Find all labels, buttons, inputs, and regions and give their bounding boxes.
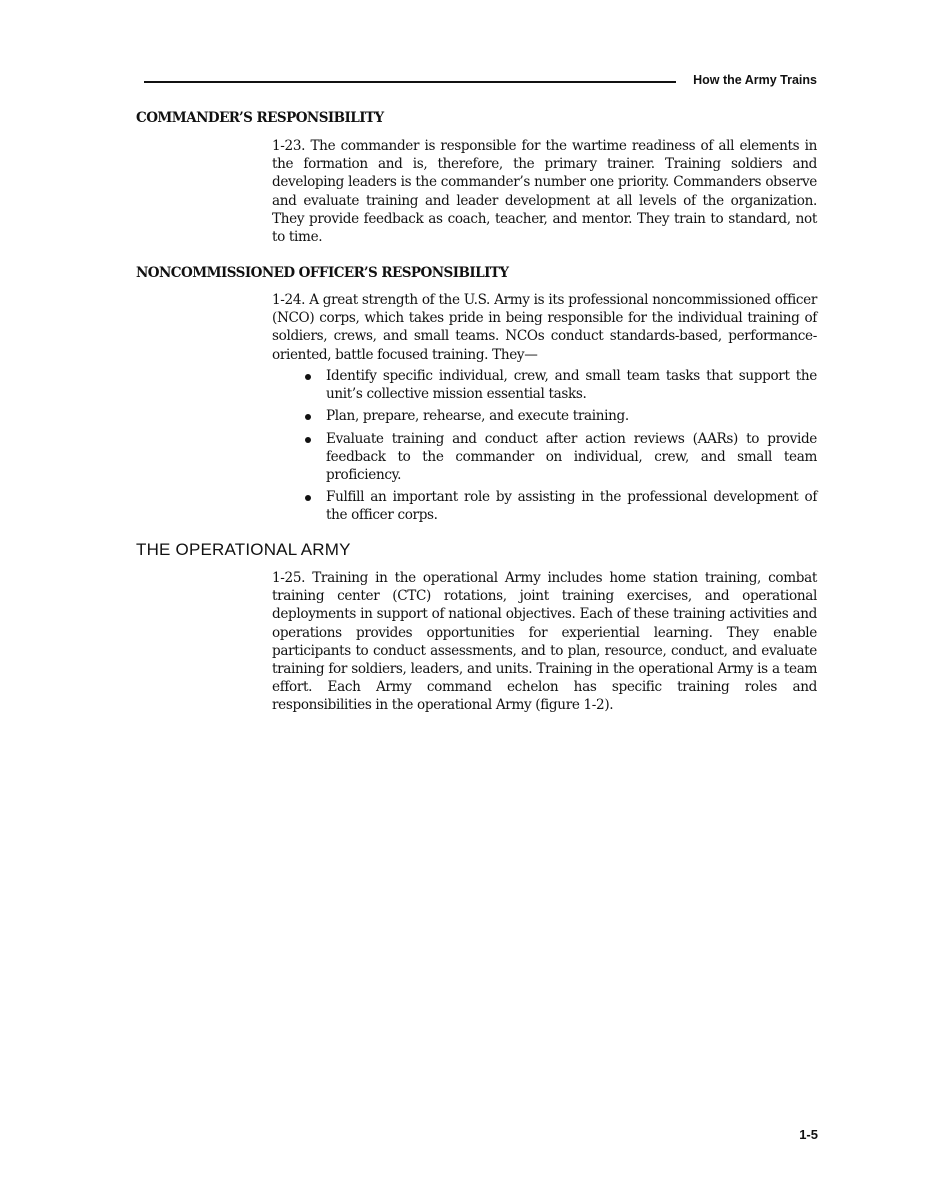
paragraph-1-23: 1-23. The commander is responsible for the wartime readiness of all elements in the formation and is, therefore, the primary trainer. Training soldiers and developing leaders is the commander’s number one priority. Commanders observe and evaluate training and leader development at all levels of the organization. They provide feedback as coach, teacher, and mentor. They train to standard, not to time. [272, 138, 817, 246]
list-item-text: Evaluate training and conduct after action reviews (AARs) to provide feedback to the commander on individual, crew, and small team proficiency. [326, 430, 817, 484]
list-item [300, 367, 817, 403]
bullet-icon [305, 414, 311, 420]
bullet-icon [305, 495, 311, 501]
page-number: 1-5 [799, 1127, 818, 1142]
list-item-text: Identify specific individual, crew, and small team tasks that support the unit’s collective mission essential tasks. [326, 368, 817, 403]
header-rule [144, 81, 676, 83]
list-item-text: Fulfill an important role by assisting in the professional development of the officer corps. [326, 489, 817, 524]
list-item [300, 488, 817, 524]
list-item [300, 407, 817, 425]
operational-army-heading: THE OPERATIONAL ARMY [136, 540, 351, 559]
nco-responsibility-heading: NONCOMMISSIONED OFFICER’S RESPONSIBILITY [136, 265, 509, 281]
commander-responsibility-heading: COMMANDER’S RESPONSIBILITY [136, 110, 384, 126]
paragraph-1-24: 1-24. A great strength of the U.S. Army is its professional noncommissioned officer (NCO) corps, which takes pride in being responsible for the individual training of soldiers, crews, and small teams. NCOs conduct standards-based, performance-oriented, battle focused training. They— [272, 292, 817, 363]
list-item-text: Plan, prepare, rehearse, and execute training. [326, 408, 629, 425]
paragraph-1-25: 1-25. Training in the operational Army includes home station training, combat training center (CTC) rotations, joint training exercises, and operational deployments in support of national objectives. Each of these training activities and operations provides opportunities for experiential learning. They enable participants to conduct assessments, and to plan, resource, conduct, and evaluate training for soldiers, leaders, and units. Training in the operational Army is a team effort. Each Army command echelon has specific training roles and responsibilities in the operational Army (figure 1-2). [272, 570, 817, 714]
running-head: How the Army Trains [693, 73, 817, 87]
bullet-icon [305, 437, 311, 443]
nco-duties-list [300, 367, 817, 529]
list-item [300, 430, 817, 485]
bullet-icon [305, 374, 311, 380]
